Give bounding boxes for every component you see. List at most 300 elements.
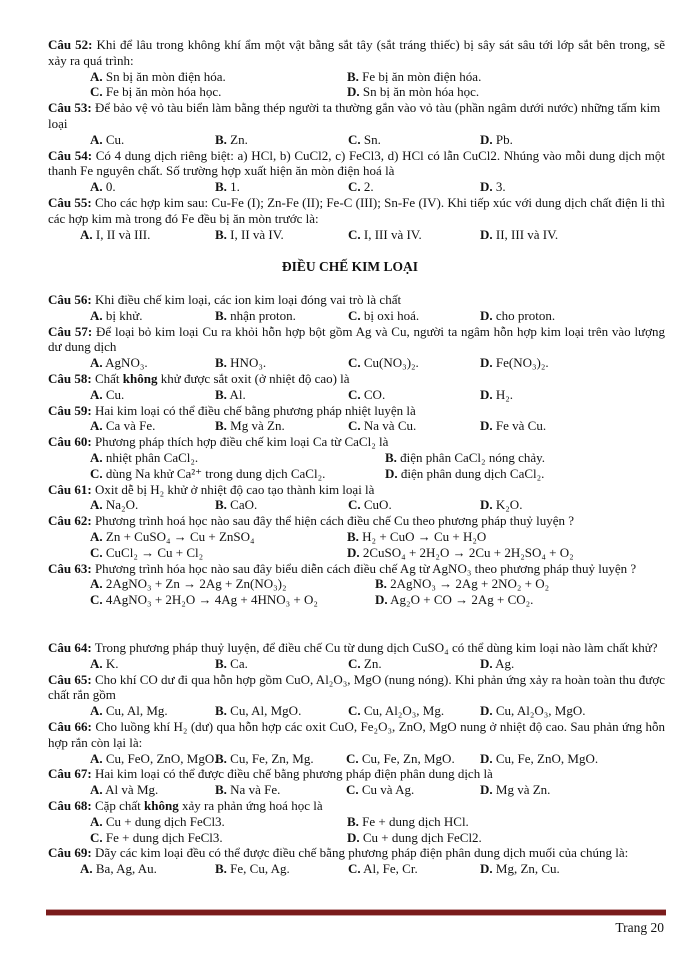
option-text: Mg và Zn. [492,782,551,798]
option-letter: C. [90,829,103,845]
option-letter: D. [385,465,398,481]
answer-option[interactable] [90,418,155,434]
option-text: Fe + dung dịch FeCl3. [102,829,223,845]
option-text: Cu, Fe, Zn, MgO. [358,750,455,766]
option-text: điện phân CaCl₂ nóng chảy. [396,449,546,465]
option-text: Cu và Ag. [358,782,415,798]
option-text: 1. [226,179,240,195]
answer-option[interactable] [215,782,280,798]
option-letter: A. [90,355,103,371]
option-text: điện phân dung dịch CaCl₂. [397,465,545,481]
options-row [48,84,665,100]
options-row [48,830,665,846]
question-number: Câu 54: [48,147,93,163]
answer-option[interactable] [347,529,486,545]
option-text: I, III và IV. [360,226,422,242]
option-text: Sn bị ăn mòn điện hóa. [102,68,226,84]
question-number: Câu 67: [48,766,92,782]
option-letter: D. [480,179,493,195]
questions-block-metal-production [48,292,665,608]
answer-option[interactable] [215,132,248,148]
option-letter: C. [348,497,361,513]
answer-option[interactable] [480,782,550,798]
options-row [48,656,665,672]
question-stem [48,719,665,751]
option-text: Cu, Al₂O₃, MgO. [492,703,586,719]
question-number: Câu 53: [48,100,92,116]
question-number: Câu 57: [48,323,93,339]
option-letter: A. [90,386,103,402]
stem-text: Chất [91,370,123,386]
options-row [48,418,665,434]
stem-text: Cho các hợp kim sau: Cu-Fe (I); Zn-Fe (II); Fe-C (III); Sn-Fe (IV). Khi tiếp xúc với dung dịch chất điện li thì các hợp kim mà trong đó Fe đều bị ăn mòn trước là: [48,194,666,226]
option-letter: A. [90,68,103,84]
question-stem [48,100,665,132]
question [48,434,665,481]
emphasis-text: không [122,370,158,386]
question-stem [48,482,665,498]
option-letter: A. [90,703,103,719]
option-text: 3. [492,179,506,195]
option-text: Cu + dung dịch FeCl3. [102,813,225,829]
option-text: AgNO₃. [102,355,148,371]
stem-text: Cho khí CO dư đi qua hỗn hợp gồm CuO, Al₂O₃, MgO (nung nóng). Khi phản ứng xảy ra hoàn toàn thu được chất rắn gồm [48,671,665,703]
option-text: Fe, Cu, Ag. [226,861,290,877]
answer-option[interactable] [90,592,318,608]
question-stem [48,434,665,450]
answer-option[interactable] [215,861,290,877]
option-letter: A. [80,861,93,877]
option-text: Cu, Al, Mg. [102,703,168,719]
stem-text: Trong phương pháp thuỷ luyện, để điều chế Cu từ dung dịch CuSO₄ có thể dùng kim loại nào làm chất khử? [91,640,658,655]
question-number: Câu 61: [48,481,92,497]
stem-text: Dãy các kim loại đều có thể được điều chế bằng phương pháp điện phân dung dịch muối của chúng là: [91,845,629,861]
question-stem [48,513,665,529]
option-text: K. [102,655,119,671]
answer-option[interactable] [480,418,546,434]
option-text: Mg, Zn, Cu. [492,861,560,877]
option-text: I, II và IV. [226,226,284,242]
stem-text: Để loại bỏ kim loại Cu ra khỏi hỗn hợp bột gồm Ag và Cu, người ta ngâm hỗn hợp kim loại trên vào lượng dư dung dịch [48,323,665,355]
answer-option[interactable] [90,387,124,403]
option-letter: C. [348,861,361,877]
question-stem [48,324,665,356]
option-letter: B. [215,861,227,877]
question-number: Câu 59: [48,402,92,418]
stem-text: Cho luồng khí H₂ (dư) qua hỗn hợp các oxit CuO, Fe₂O₃, ZnO, MgO nung ở nhiệt độ cao. Sau phản ứng hỗn hợp rắn còn lại là: [48,718,665,750]
answer-option[interactable] [90,545,203,561]
stem-text: Phương trình hóa học nào sau đây biểu diễn cách điều chế Ag từ AgNO₃ theo phương pháp thuỷ luyện ? [91,560,637,576]
option-letter: C. [90,84,103,100]
option-letter: C. [90,592,103,608]
question-number: Câu 55: [48,194,92,210]
stem-text: Cặp chất [91,797,145,813]
answer-option[interactable] [80,227,150,243]
option-text: Sn. [360,131,381,147]
answer-option[interactable] [90,355,148,371]
answer-option[interactable] [215,355,266,371]
answer-option[interactable] [90,751,217,767]
option-text: Pb. [492,131,513,147]
answer-option[interactable] [90,656,119,672]
option-text: Al. [226,386,246,402]
answer-option[interactable] [348,497,392,513]
option-letter: D. [480,750,493,766]
question [48,324,665,371]
stem-text: Khi để lâu trong không khí ẩm một vật bằng sắt tây (sắt tráng thiếc) bị sây sát sâu tới lớp sắt bên trong, sẽ xảy ra quá trình: [48,37,666,68]
option-letter: D. [480,386,493,402]
option-text: 2CuSO₄ + 2H₂O → 2Cu + 2H₂SO₄ + O₂ [359,544,574,560]
option-letter: D. [480,307,493,323]
question [48,845,665,877]
question [48,403,665,435]
option-text: Zn. [360,655,382,671]
option-text: Cu. [102,131,125,147]
question-stem [48,672,665,704]
option-text: Zn + CuSO₄ → Cu + ZnSO₄ [102,528,255,544]
option-letter: D. [347,829,360,845]
answer-option[interactable] [480,861,560,877]
answer-option[interactable] [480,227,558,243]
option-letter: B. [215,179,227,195]
answer-option[interactable] [90,814,225,830]
option-text: H₂ + CuO → Cu + H₂O [358,528,487,544]
option-text: II, III và IV. [492,226,559,242]
option-text: 2. [360,179,374,195]
stem-text: Hai kim loại có thể điều chế bằng phương pháp nhiệt luyện là [91,402,416,418]
answer-option[interactable] [90,830,223,846]
answer-option[interactable] [90,69,226,85]
page-number: Trang 20 [615,920,664,935]
option-text: Mg và Zn. [226,418,285,434]
option-letter: B. [215,655,227,671]
question [48,766,665,798]
answer-option[interactable] [90,703,168,719]
answer-option[interactable] [385,466,544,482]
stem-text: xảy ra phản ứng hoá học là [178,797,323,813]
option-letter: C. [348,703,361,719]
stem-text: Phương trình hoá học nào sau đây thể hiện cách điều chế Cu theo phương pháp thuỷ luyện ? [91,513,575,529]
question-stem [48,148,665,180]
option-text: 2AgNO₃ + Zn → 2Ag + Zn(NO₃)₂ [102,576,287,592]
option-letter: B. [215,782,227,798]
option-letter: C. [90,544,103,560]
answer-option[interactable] [480,751,598,767]
option-text: Cu + dung dịch FeCl2. [359,829,482,845]
option-letter: A. [90,418,103,434]
emphasis-text: không [144,797,179,813]
answer-option[interactable] [90,308,143,324]
options-row [48,308,665,324]
option-text: Ca. [226,655,248,671]
option-text: Fe + dung dịch HCl. [358,813,469,829]
option-text: CuO. [360,497,392,513]
option-text: dùng Na khử Ca²⁺ trong dung dịch CaCl₂. [102,465,326,481]
option-text: 0. [102,179,116,195]
answer-option[interactable] [215,418,285,434]
question-stem [48,195,665,227]
option-letter: D. [347,544,360,560]
answer-option[interactable] [480,355,549,371]
footer-rule [46,909,666,916]
option-text: Cu. [102,386,125,402]
question [48,37,665,100]
option-text: Sn bị ăn mòn hóa học. [359,84,480,100]
question-stem [48,766,665,782]
answer-option[interactable] [480,132,513,148]
answer-option[interactable] [346,751,455,767]
answer-option[interactable] [348,656,382,672]
options-row [48,592,665,608]
question-stem [48,561,665,577]
option-letter: B. [215,307,227,323]
question-number: Câu 63: [48,560,92,576]
option-letter: B. [375,576,387,592]
options-row [48,466,665,482]
option-letter: B. [215,386,227,402]
answer-option[interactable] [347,814,469,830]
question [48,798,665,845]
option-letter: C. [348,226,361,242]
option-letter: C. [348,307,361,323]
options-row [48,69,665,85]
option-letter: D. [480,131,493,147]
option-text: Cu, Fe, Zn, Mg. [226,750,314,766]
answer-option[interactable] [90,450,198,466]
question-stem [48,640,665,656]
answer-option[interactable] [346,782,414,798]
option-letter: D. [480,226,493,242]
option-letter: D. [347,84,360,100]
options-row [48,703,665,719]
option-letter: C. [348,418,361,434]
option-text: cho proton. [492,307,556,323]
option-text: K₂O. [492,497,523,513]
answer-option[interactable] [347,830,482,846]
answer-option[interactable] [90,84,221,100]
answer-option[interactable] [480,308,555,324]
question [48,371,665,403]
stem-text: khử được sắt oxit (ở nhiệt độ cao) là [157,370,350,386]
questions-block-metal-production-continued [48,640,665,877]
option-letter: B. [215,131,227,147]
question-stem [48,798,665,814]
option-text: Ag. [492,655,515,671]
question [48,640,665,672]
answer-option[interactable] [480,703,586,719]
option-letter: D. [480,703,493,719]
option-text: Fe và Cu. [492,418,547,434]
option-text: nhiệt phân CaCl₂. [102,449,199,465]
option-letter: A. [80,226,93,242]
options-row [48,132,665,148]
option-text: Ba, Ag, Au. [92,861,157,877]
option-text: CuCl₂ → Cu + Cl₂ [102,544,204,560]
question-stem [48,292,665,308]
options-row [48,751,665,767]
option-text: I, II và III. [92,226,151,242]
option-letter: C. [348,355,361,371]
options-row [48,179,665,195]
answer-option[interactable] [80,861,157,877]
answer-option[interactable] [215,497,257,513]
option-letter: A. [90,131,103,147]
answer-option[interactable] [90,179,116,195]
option-letter: D. [480,355,493,371]
option-letter: C. [348,386,361,402]
answer-option[interactable] [348,861,418,877]
question-number: Câu 65: [48,671,92,687]
stem-text: Phương pháp thích hợp điều chế kim loại Ca từ CaCl₂ là [91,434,389,450]
answer-option[interactable] [348,355,419,371]
option-letter: D. [480,655,493,671]
option-letter: B. [215,750,227,766]
option-letter: B. [385,449,397,465]
option-text: Na₂O. [102,497,139,513]
option-letter: D. [480,418,493,434]
answer-option[interactable] [215,227,284,243]
option-text: Ca và Fe. [102,418,156,434]
answer-option[interactable] [348,418,416,434]
question-number: Câu 56: [48,292,92,307]
option-text: Zn. [226,131,248,147]
options-row [48,497,665,513]
answer-option[interactable] [215,308,296,324]
answer-option[interactable] [347,84,479,100]
answer-option[interactable] [215,751,314,767]
options-row [48,545,665,561]
option-letter: A. [90,576,103,592]
option-letter: B. [347,813,359,829]
options-row [48,576,665,592]
answer-option[interactable] [348,387,385,403]
questions-block-corrosion [48,37,665,242]
option-letter: A. [90,528,103,544]
question [48,292,665,324]
answer-option[interactable] [215,656,248,672]
options-row [48,529,665,545]
answer-option[interactable] [347,545,574,561]
option-text: Cu, Al, MgO. [226,703,302,719]
option-text: Cu, Fe, ZnO, MgO. [492,750,599,766]
option-letter: A. [90,497,103,513]
option-text: Na và Cu. [360,418,417,434]
question [48,513,665,560]
option-letter: C. [90,465,103,481]
option-text: CaO. [226,497,258,513]
question-stem [48,37,665,69]
question-number: Câu 60: [48,434,92,450]
question-stem [48,371,665,387]
option-letter: C. [346,782,359,798]
question [48,148,665,195]
answer-option[interactable] [215,179,240,195]
question [48,195,665,242]
answer-option[interactable] [480,497,522,513]
option-letter: A. [90,179,103,195]
option-text: Al và Mg. [102,782,159,798]
options-row [48,814,665,830]
option-letter: D. [375,592,388,608]
answer-option[interactable] [480,656,514,672]
question [48,482,665,514]
option-text: Na và Fe. [226,782,281,798]
answer-option[interactable] [90,529,255,545]
answer-option[interactable] [90,497,138,513]
option-text: bị khử. [102,307,143,323]
answer-option[interactable] [90,576,287,592]
option-text: 4AgNO₃ + 2H₂O → 4Ag + 4HNO₃ + O₂ [102,592,318,608]
option-letter: D. [480,497,493,513]
option-letter: D. [480,861,493,877]
answer-option[interactable] [385,450,545,466]
answer-option[interactable] [348,703,444,719]
option-letter: A. [90,813,103,829]
stem-text: Khi điều chế kim loại, các ion kim loại đóng vai trò là chất [91,292,402,307]
option-text: Fe bị ăn mòn hóa học. [102,84,222,100]
question-number: Câu 68: [48,797,92,813]
options-row [48,355,665,371]
options-row [48,227,665,243]
answer-option[interactable] [215,703,301,719]
option-letter: A. [90,449,103,465]
question-number: Câu 58: [48,370,92,386]
answer-option[interactable] [480,387,513,403]
option-letter: C. [348,131,361,147]
option-letter: B. [215,497,227,513]
question [48,672,665,719]
answer-option[interactable] [347,69,481,85]
question-stem [48,845,665,861]
answer-option[interactable] [348,132,381,148]
answer-option[interactable] [375,576,549,592]
option-text: nhận proton. [226,307,296,323]
answer-option[interactable] [375,592,533,608]
answer-option[interactable] [90,132,124,148]
answer-option[interactable] [348,227,422,243]
answer-option[interactable] [348,308,419,324]
stem-text: Oxit dễ bị H₂ khử ở nhiệt độ cao tạo thành kim loại là [91,481,375,497]
option-letter: C. [346,750,359,766]
stem-text: Để bảo vệ vỏ tàu biển làm bằng thép người ta thường gắn vào vỏ tàu (phần ngâm dưới nước) những tấm kim loại [48,100,661,131]
option-letter: A. [90,750,103,766]
option-letter: C. [348,179,361,195]
option-text: HNO₃. [226,355,267,371]
options-row [48,450,665,466]
answer-option[interactable] [90,466,325,482]
question-number: Câu 52: [48,37,93,52]
answer-option[interactable] [480,179,506,195]
stem-text: Hai kim loại có thể được điều chế bằng phương pháp điện phân dung dịch là [91,766,493,782]
answer-option[interactable] [215,387,246,403]
option-letter: B. [347,68,359,84]
option-letter: B. [215,703,227,719]
option-text: Cu, Al₂O₃, Mg. [360,703,445,719]
question-number: Câu 64: [48,640,92,655]
question [48,561,665,608]
stem-text: Có 4 dung dịch riêng biệt: a) HCl, b) CuCl2, c) FeCl3, d) HCl có lẫn CuCl2. Nhúng vào mỗi dung dịch một thanh Fe nguyên chất. Số trường hợp xuất hiện ăn mòn điện hoá là [48,147,665,179]
question-number: Câu 69: [48,845,92,861]
option-letter: A. [90,307,103,323]
option-letter: A. [90,782,103,798]
question-number: Câu 66: [48,718,92,734]
options-row [48,782,665,798]
answer-option[interactable] [90,782,158,798]
question [48,100,665,147]
answer-option[interactable] [348,179,374,195]
option-text: CO. [360,386,386,402]
option-letter: B. [215,226,227,242]
